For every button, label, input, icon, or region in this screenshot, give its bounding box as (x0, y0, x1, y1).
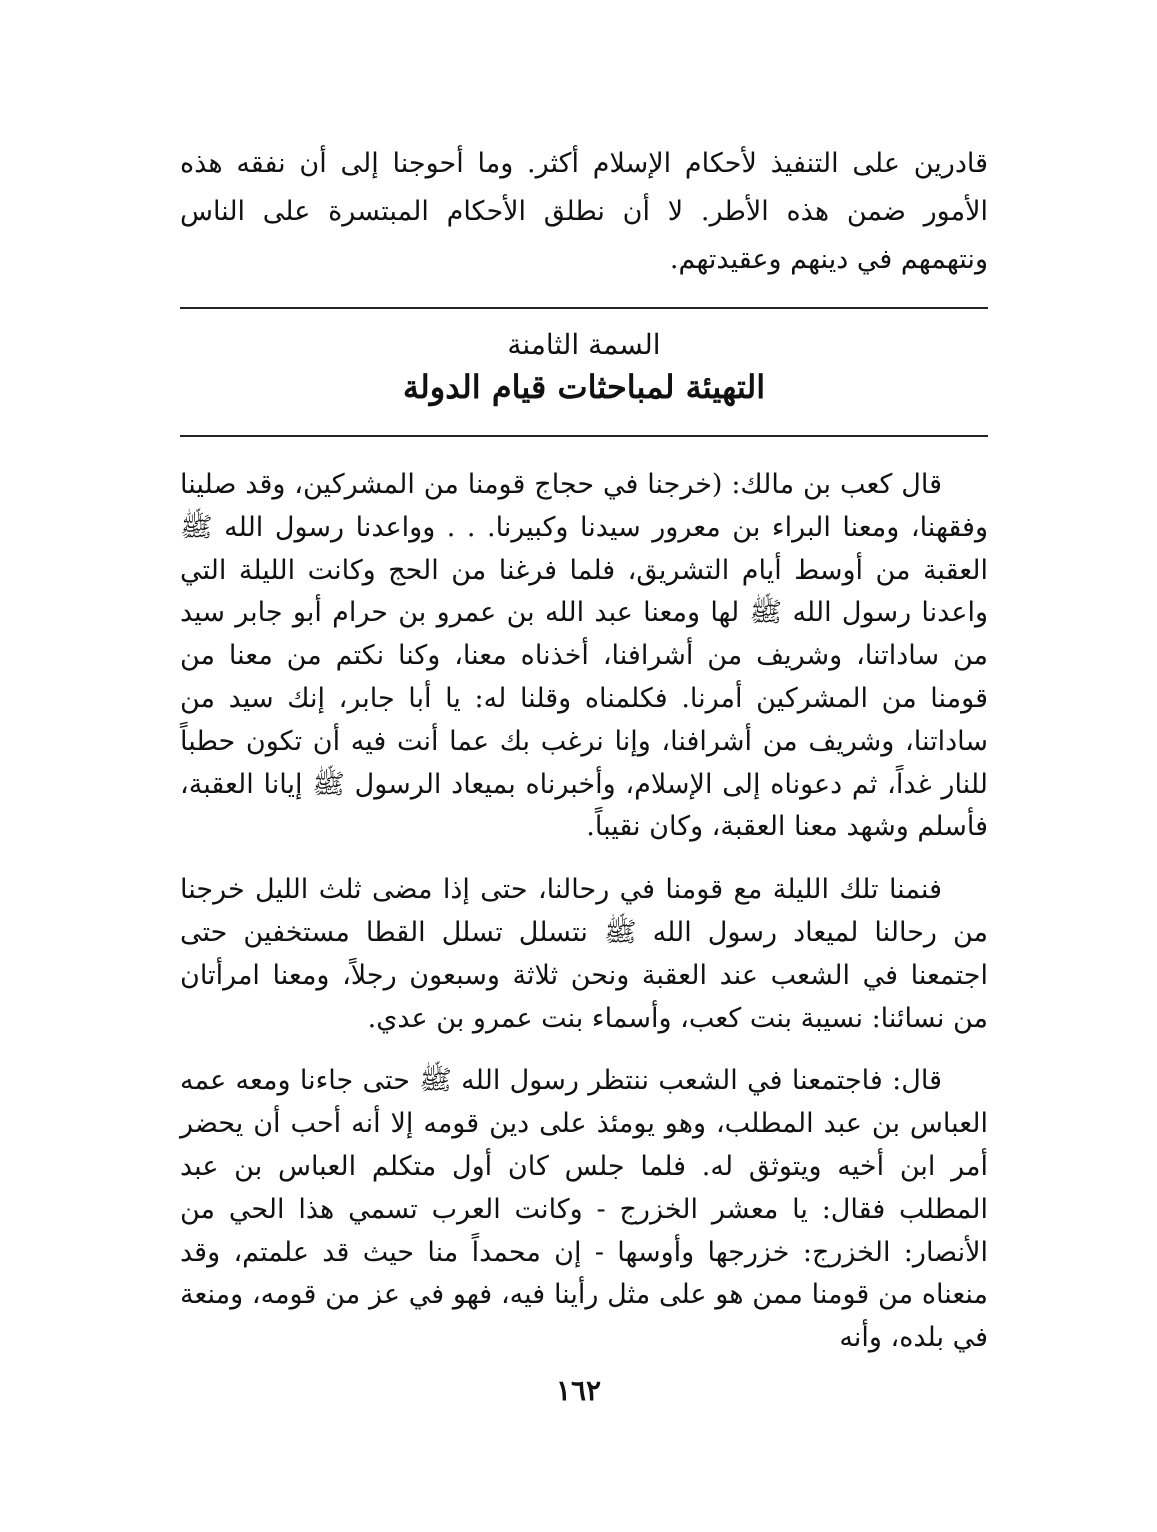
page-number: ١٦٢ (555, 1374, 602, 1407)
intro-text: قادرين على التنفيذ لأحكام الإسلام أكثر. وما أحوجنا إلى أن نفقه هذه الأمور ضمن هذه الأطر. لا أن نطلق الأحكام المبتسرة على الناس ونتهمهم في دينهم وعقيدتهم. (180, 148, 988, 275)
intro-paragraph (180, 140, 988, 284)
paragraph-1: قال كعب بن مالك: (خرجنا في حجاج قومنا من المشركين، وقد صلينا وفقهنا، ومعنا البراء بن معرور سيدنا وكبيرنا. . . وواعدنا رسول الله ﷺ العقبة من أوسط أيام التشريق، فلما فرغنا من الحج وكانت الليلة التي واعدنا رسول الله ﷺ لها ومعنا عبد الله بن عمرو بن حرام أبو جابر سيد من ساداتنا، وشريف من أشرافنا، أخذناه معنا، وكنا نكتم من معنا من قومنا من المشركين أمرنا. فكلمناه وقلنا له: يا أبا جابر، إنك سيد من ساداتنا، وشريف من أشرافنا، وإنا نرغب بك عما أنت فيه أن تكون حطباً للنار غداً، ثم دعوناه إلى الإسلام، وأخبرناه بميعاد الرسول ﷺ إيانا العقبة، فأسلم وشهد معنا العقبة، وكان نقيباً. (180, 469, 988, 843)
paragraph-3: قال: فاجتمعنا في الشعب ننتظر رسول الله ﷺ حتى جاءنا ومعه عمه العباس بن عبد المطلب، وهو يومئذ على دين قومه إلا أنه أحب أن يحضر أمر ابن أخيه ويتوثق له. فلما جلس كان أول متكلم العباس بن عبد المطلب فقال: يا معشر الخزرج - وكانت العرب تسمي هذا الحي من الأنصار: الخزرج: خزرجها وأوسها - إن محمداً منا حيث قد علمتم، وقد منعناه من قومنا ممن هو على مثل رأينا فيه، فهو في عز من قومه، ومنعة في بلده، وأنه (180, 1065, 988, 1354)
paragraph-2: فنمنا تلك الليلة مع قومنا في رحالنا، حتى إذا مضى ثلث الليل خرجنا من رحالنا لميعاد رسول الله ﷺ نتسلل تسلل القطا مستخفين حتى اجتمعنا في الشعب عند العقبة ونحن ثلاثة وسبعون رجلاً، ومعنا امرأتان من نسائنا: نسيبة بنت كعب، وأسماء بنت عمرو بن عدي. (180, 874, 988, 1034)
section-subtitle: السمة الثامنة (507, 328, 661, 361)
section-title: التهيئة لمباحثات قيام الدولة (402, 368, 766, 406)
bottom-divider (180, 435, 988, 437)
top-divider (180, 307, 988, 309)
body-text (180, 464, 988, 1380)
